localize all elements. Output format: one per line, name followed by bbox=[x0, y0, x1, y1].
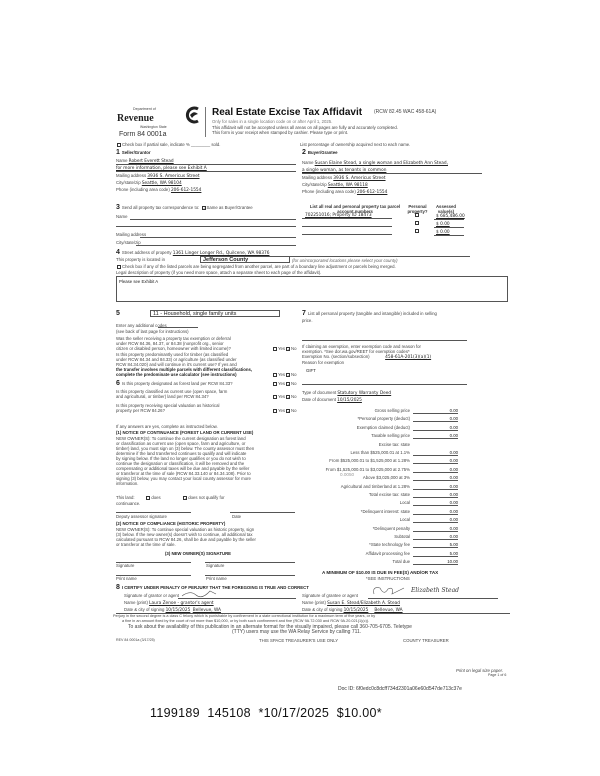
tax-row-label: Gross selling price bbox=[374, 408, 410, 413]
tax-row-value[interactable]: 0.00 bbox=[413, 475, 458, 481]
tax-row bbox=[300, 542, 460, 548]
header-divider bbox=[205, 107, 206, 137]
q-exemption-line1: Was the seller receiving a property tax exemption or deferral bbox=[116, 336, 231, 341]
cashier-stamp: 1199189 145108 *10/17/2025 $10.00* bbox=[150, 706, 382, 720]
tax-row-value[interactable]: 0.00 bbox=[413, 500, 458, 506]
tax-row-value[interactable]: 5.00 bbox=[413, 551, 458, 557]
tax-row bbox=[300, 517, 460, 523]
list-percentage-note: List percentage of ownership acquired next to each name. bbox=[300, 142, 411, 147]
section-5-number: 5 bbox=[116, 310, 120, 317]
tax-row-label: Above $3,025,000 at 3% bbox=[362, 475, 410, 481]
signature-label-2: Signature bbox=[206, 563, 225, 568]
q-current-use-line1: Is this property classified as current use (open space, farm bbox=[116, 389, 228, 394]
print-name-label-1: Print name bbox=[116, 576, 137, 581]
tax-row bbox=[300, 408, 460, 414]
tax-row-label: *State technology fee bbox=[369, 542, 410, 548]
q-exemption-line3: citizen or disabled person, homeowner with limited income)? bbox=[116, 346, 231, 351]
revenue-logo-text: Revenue bbox=[117, 113, 154, 124]
tax-row-value[interactable]: 0.00 bbox=[413, 484, 458, 490]
seller-heading: 1 Seller/Grantor bbox=[116, 149, 151, 156]
notice-2-text: NEW OWNER(S): To continue special valuation as historic property, sign bbox=[116, 527, 255, 532]
tax-row bbox=[300, 442, 460, 448]
seller-name-field[interactable]: Name Robert Everett Stead bbox=[116, 158, 174, 164]
tax-row-label: Local bbox=[399, 500, 410, 506]
additional-codes-label: Enter any additional codes bbox=[116, 323, 167, 328]
tax-row-value[interactable]: 0.00 bbox=[413, 433, 458, 439]
tax-row-label: Local bbox=[399, 517, 410, 523]
perjury-note-1: Perjury in the second degree is a class C felony which is punishable by confinement in a state correctional institution for a maximum term of five years, or by bbox=[113, 614, 376, 618]
buyer-phone-field[interactable]: Phone (including area code) 206-612-1554 bbox=[302, 189, 388, 195]
unincorporated-note: (for unincorporated locations please select your county) bbox=[292, 258, 398, 263]
segregate-row: Check box if any of the listed parcels are being segregated from another parcel, are part of a boundary line adjustment or parcels being merged. bbox=[116, 264, 396, 269]
personal-property-label-2: price. bbox=[302, 318, 313, 323]
rcw-ref: (RCW 82.45 WAC 458-61A) bbox=[374, 109, 437, 115]
notice-1-text: continue the designation or classification, it will be removed and the bbox=[116, 461, 245, 466]
deputy-signature-line[interactable] bbox=[116, 512, 191, 513]
notice-2-text: or transferor at the time of sale. bbox=[116, 542, 176, 547]
tax-row bbox=[300, 433, 460, 439]
tax-row-value[interactable]: 0.00 bbox=[413, 425, 458, 431]
buyer-city-field[interactable]: City/state/zip Seattle, WA 98118 bbox=[302, 182, 368, 188]
seller-address-field[interactable]: Mailing address 3936 S. Americus Street bbox=[116, 173, 200, 179]
state-label: Washington State bbox=[140, 125, 167, 129]
q-exemption-yesno: Yes ✓No bbox=[272, 346, 297, 351]
assessed-value[interactable]: $ 0.00 bbox=[436, 230, 450, 235]
tax-row-value[interactable]: 0.00 bbox=[413, 408, 458, 414]
tax-row-label: *Delinquent interest: state bbox=[360, 508, 410, 514]
tax-row-label: Total excise tax: state bbox=[368, 492, 410, 497]
see-instructions: *SEE INSTRUCTIONS bbox=[366, 576, 410, 581]
tax-row-label: Less than $525,000.01 at 1.1% bbox=[350, 450, 410, 455]
no-checkbox[interactable]: ✓ bbox=[287, 346, 291, 352]
tax-row-label: Excise tax: state bbox=[378, 441, 410, 447]
minimum-due-note: A MINIMUM OF $10.00 IS DUE IN FEE(S) AND/OR TAX bbox=[322, 570, 439, 575]
legal-paper-note: Print on legal size paper. bbox=[456, 668, 504, 673]
tax-row-value[interactable]: 10.00 bbox=[413, 559, 458, 565]
buyer-heading: 2 Buyer/Grantee bbox=[302, 149, 338, 156]
tax-row bbox=[300, 526, 460, 532]
correspondence-city-label: City/state/zip bbox=[116, 240, 141, 245]
tax-row-label: Subtotal bbox=[394, 534, 410, 539]
partial-sale-row: Check box if partial sale, indicate % ________ sold. bbox=[116, 142, 220, 147]
notice-1-text: timber) land, you must sign on (3) below. The county assessor must then bbox=[116, 446, 255, 451]
q-forest-yesno: Yes ✓No bbox=[272, 381, 297, 386]
q-forest: 6 Is this property designated as forest land per RCW 84.33? bbox=[116, 380, 233, 387]
parcel-number[interactable]: 702251016; Property ID 18473 bbox=[305, 213, 372, 218]
does-not-checkbox[interactable]: ✓ bbox=[184, 495, 188, 501]
exemption-note-1: If claiming an exemption, enter exemption code and reason for bbox=[302, 344, 421, 349]
accessibility-note-2: (TTY) users may use the WA Relay Service by calling 711. bbox=[232, 629, 362, 635]
tax-row bbox=[300, 492, 460, 498]
if-yes-note: If any answers are yes, complete as instructed below. bbox=[116, 424, 218, 429]
certify-heading: 8 I CERTIFY UNDER PENALTY OF PERJURY THAT THE FOREGOING IS TRUE AND CORRECT bbox=[116, 584, 309, 591]
notice-1-text: signing (3) below, you may contact your local county assessor for more bbox=[116, 476, 251, 481]
no-checkbox[interactable]: ✓ bbox=[287, 381, 291, 387]
reason-value[interactable]: GIFT bbox=[306, 368, 316, 373]
correspondence-name-label: Name bbox=[116, 214, 128, 219]
q-timber-line3: RCW 84.34.020) and will continue in it's current use? If yes and bbox=[116, 362, 237, 367]
buyer-address-field[interactable]: Mailing address 3936 S. Americus Street bbox=[302, 175, 386, 181]
dept-label: Department of bbox=[133, 107, 156, 111]
q-historic-line1: Is this property receiving special valuation as historical bbox=[116, 403, 220, 408]
no-checkbox[interactable]: ✓ bbox=[287, 372, 291, 378]
tax-row-value[interactable]: 0.00 bbox=[413, 526, 458, 532]
tax-row-value[interactable]: 0.00 bbox=[413, 458, 458, 464]
tax-row bbox=[300, 475, 460, 481]
q-timber-line2: under RCW 84.34 and 84.33) or agriculture (as classified under bbox=[116, 357, 237, 362]
legal-description-label: Legal description of property (if you need more space, attach a separate sheet to each page of the affidavit). bbox=[116, 270, 322, 275]
tax-row-label: Affidavit processing fee bbox=[365, 550, 410, 556]
notice-1-title: (1) NOTICE OF CONTINUANCE (FOREST LAND OR CURRENT USE) bbox=[116, 430, 254, 435]
tax-row-label: Total due bbox=[392, 559, 410, 565]
yes-checkbox[interactable] bbox=[273, 409, 277, 413]
grantor-signature-label: Signature of grantor or agent bbox=[124, 593, 179, 598]
notice-3-title: (3) NEW OWNER(S) SIGNATURE bbox=[165, 551, 232, 556]
revision-label: REV 84 0001a (3/17/25) bbox=[116, 638, 155, 642]
same-as-buyer-checkbox[interactable]: ✓ bbox=[202, 205, 206, 211]
tax-row-value[interactable]: 5.00 bbox=[413, 542, 458, 548]
revenue-logo-icon bbox=[184, 106, 200, 124]
grantor-signature[interactable] bbox=[180, 588, 220, 598]
exemption-number-field[interactable]: Exemption No. (section/subsection) 458-61A-201(3)(a)(1) bbox=[302, 354, 432, 360]
this-land-row: This land: does ✓does not qualify for bbox=[116, 495, 225, 501]
q-current-use-line2: and agricultural, or timber) land per RCW 84.34? bbox=[116, 394, 209, 399]
sold-label: sold. bbox=[211, 142, 221, 147]
street-address-field[interactable]: 4 Street address of property 1361 Linger Longer Rd., Quilcene, WA 98376 bbox=[116, 249, 270, 256]
notice-2-text: (3) below. If the new owner(s) doesn't wish to continue, all additional tax bbox=[116, 532, 253, 537]
tax-correspondence-row: 3 Send all property tax correspondence to: ✓Same as Buyer/Grantee bbox=[116, 204, 253, 211]
tax-row bbox=[300, 450, 460, 456]
assessed-value-header: Assessed value(s) bbox=[435, 204, 457, 214]
header-note-1: Only for sales in a single location code on or after April 1, 2025. bbox=[212, 119, 333, 124]
header-note-3: This form is your receipt when stamped by cashier. Please type or print. bbox=[212, 130, 349, 135]
notice-1-text: by signing below. If the land no longer qualifies or you do not wish to bbox=[116, 456, 246, 461]
exemption-note-2: exemption. *See dor.wa.gov/REET for exemption codes* bbox=[302, 349, 410, 354]
accessibility-note-1: To ask about the availability of this publication in an alternate format for the visually impaired, please call 360-705-6705. Teletype bbox=[128, 624, 412, 630]
seller-city-field[interactable]: City/state/zip Seattle, WA 98104 bbox=[116, 180, 182, 186]
personal-property-label: 7 List all personal property (tangible and intangible) included in selling bbox=[302, 310, 437, 317]
tax-row-value[interactable]: 0.00 bbox=[413, 534, 458, 540]
q-exemption-line2: under RCW 84.36, 84.37, or 84.38 (nonprofit org., senior bbox=[116, 341, 224, 346]
yes-checkbox[interactable] bbox=[273, 373, 277, 377]
notice-2-title: (2) NOTICE OF COMPLIANCE (HISTORIC PROPERTY) bbox=[116, 521, 226, 526]
local-rate: 0.0050 bbox=[340, 472, 355, 477]
correspondence-city-input[interactable] bbox=[136, 245, 296, 246]
notice-2-text: calculated pursuant to RCW 84.26, shall be due and payable by the seller bbox=[116, 537, 256, 542]
page-title: Real Estate Excise Tax Affidavit bbox=[212, 107, 363, 118]
continuance-label: continuance. bbox=[116, 501, 141, 506]
land-use-code-select[interactable]: 11 - Household, single family units bbox=[150, 310, 280, 317]
notice-1-text: information. bbox=[116, 481, 139, 486]
partial-sale-label: Check box if partial sale, indicate % bbox=[122, 142, 190, 147]
correspondence-name-input[interactable] bbox=[130, 219, 296, 220]
grantee-signature-1[interactable] bbox=[370, 584, 410, 598]
seller-phone-field[interactable]: Phone (including area code) 206-612-1554 bbox=[116, 187, 202, 193]
document-date-field[interactable]: Date of document 10/15/2025 bbox=[302, 397, 362, 403]
tax-row bbox=[300, 534, 460, 540]
tax-row bbox=[300, 425, 460, 431]
q-timber-line1: Is this property predominantly used for timber (as classified bbox=[116, 352, 229, 357]
treasurer-use-label: THIS SPACE TREASURER'S USE ONLY bbox=[259, 638, 339, 643]
grantee-signature-label: Signature of grantee or agent bbox=[302, 593, 358, 598]
print-name-label-2: Print name bbox=[206, 576, 227, 581]
tax-row-label: *Delinquent penalty bbox=[372, 525, 410, 531]
q-timber-line4: the transfer involves multiple parcels with different classifications, bbox=[116, 367, 253, 372]
perjury-note-2: a fine in an amount fixed by the court of not more than $10,000, or by both such confinement and fine (RCW 9A.72.030 and RCW 9A.20.021(1)(c)). bbox=[122, 618, 370, 623]
q-historic-yesno: Yes ✓No bbox=[272, 408, 297, 413]
no-checkbox[interactable]: ✓ bbox=[287, 394, 291, 400]
tax-row bbox=[300, 458, 460, 464]
header-note-2: This affidavit will not be accepted unless all areas on all pages are fully and accurately completed. bbox=[212, 124, 398, 130]
grantor-date-field[interactable]: Date & city of signing 10/15/2025 Bellevue, WA bbox=[124, 607, 221, 613]
correspondence-address-input[interactable] bbox=[140, 237, 296, 238]
q-timber-line5: complete the predominate use calculator (see instructions) bbox=[116, 372, 237, 377]
deputy-signature-label: Deputy assessor signature bbox=[116, 514, 167, 519]
tax-row-label: *Personal property (deduct) bbox=[357, 416, 410, 422]
buyer-name-field[interactable]: Name Susan Elaine Stead, a single woman and Elizabeth Ann Stead, bbox=[302, 160, 448, 166]
deputy-date-label: Date bbox=[232, 514, 242, 519]
yes-checkbox[interactable] bbox=[273, 382, 277, 386]
buyer-name-continued[interactable]: a single woman, as tenants in common bbox=[302, 168, 387, 173]
personal-property-checkbox[interactable] bbox=[415, 221, 419, 225]
tax-row bbox=[300, 509, 460, 515]
assessed-value[interactable]: $ 685,486.00 bbox=[436, 214, 465, 219]
tax-row-label: From $525,000.01 to $1,525,000 at 1.28% bbox=[329, 458, 410, 464]
page-number: Page 1 of 6 bbox=[488, 673, 507, 677]
tax-row bbox=[300, 551, 460, 557]
county-treasurer-label: COUNTY TREASURER bbox=[403, 638, 449, 643]
signature-label-1: Signature bbox=[116, 563, 135, 568]
form-number: Form 84 0001a bbox=[119, 131, 167, 138]
additional-codes-input[interactable] bbox=[158, 327, 198, 328]
deputy-date-line[interactable] bbox=[230, 512, 295, 513]
tax-row-value[interactable]: 0.00 bbox=[413, 467, 458, 473]
grantee-name-field[interactable]: Name (print) Susan E. Stead/Elizabeth A. Stead bbox=[302, 600, 400, 606]
notice-1-text: NEW OWNER(S): To continue the current designation as forest land bbox=[116, 436, 246, 441]
county-select[interactable]: Jefferson County bbox=[200, 256, 290, 263]
q-historic-line2: property per RCW 84.26? bbox=[116, 408, 165, 413]
tax-row-label: From $1,525,000.01 to $3,025,000 at 2.75% bbox=[325, 466, 410, 472]
q-current-use-yesno: Yes ✓No bbox=[272, 394, 297, 399]
partial-sale-checkbox[interactable] bbox=[117, 143, 121, 147]
grantee-date-field[interactable]: Date & city of signing 10/15/2025 Bellevue, WA bbox=[302, 607, 403, 613]
tax-row-label: Exemption claimed (deduct) bbox=[356, 424, 410, 430]
yes-checkbox[interactable] bbox=[273, 347, 277, 351]
tax-row-value[interactable]: 0.00 bbox=[413, 492, 458, 498]
located-in-label: This property is located in bbox=[116, 257, 165, 262]
personal-property-checkbox[interactable] bbox=[415, 213, 419, 217]
tax-row bbox=[300, 500, 460, 506]
tax-row-value[interactable]: 0.00 bbox=[413, 509, 458, 515]
grantee-signature-2[interactable]: Elizabeth Stead bbox=[411, 587, 460, 594]
tax-row-label: Agricultural and timberland at 1.28% bbox=[340, 483, 410, 489]
notice-1-text: or classification as current use (open space, farm and agriculture, or bbox=[116, 441, 246, 446]
doc-id: Doc ID: 6f0edc0c8dcff734d2301a06e60d547de713c37e bbox=[338, 686, 462, 692]
no-checkbox[interactable]: ✓ bbox=[287, 408, 291, 414]
tax-row bbox=[300, 484, 460, 490]
tax-row-label: Taxable selling price bbox=[371, 433, 410, 439]
tax-row bbox=[300, 467, 460, 473]
correspondence-address-label: Mailing address bbox=[116, 232, 147, 237]
notice-1-text: or transferor at the time of sale (RCW 84.33.140 or 84.34.108). Prior to bbox=[116, 471, 251, 476]
seller-name-continued[interactable]: for more information, please see Exhibit A bbox=[116, 166, 207, 171]
tax-row-value[interactable]: 0.00 bbox=[413, 416, 458, 422]
notice-1-text: determine if the land transferred continues to qualify and will indicate bbox=[116, 451, 247, 456]
tax-row-value[interactable]: 0.00 bbox=[413, 450, 458, 456]
personal-property-header: Personal property? bbox=[407, 204, 428, 214]
assessed-value[interactable]: $ 0.00 bbox=[436, 222, 450, 227]
tax-row bbox=[300, 559, 460, 565]
personal-property-checkbox[interactable] bbox=[415, 229, 419, 233]
parcel-header: List all real and personal property tax parcel account numbers bbox=[309, 204, 401, 214]
grantor-name-field[interactable]: Name (print) Laura Zenoe - grantor's agent bbox=[124, 600, 214, 606]
see-back-note: (see back of last page for instructions) bbox=[116, 329, 189, 334]
personal-property-input[interactable] bbox=[302, 340, 467, 341]
segregate-checkbox[interactable] bbox=[117, 265, 121, 269]
legal-description-box[interactable]: Please see Exhibit A bbox=[116, 276, 508, 302]
notice-1-text: compensating or additional taxes will be due and payable by the seller bbox=[116, 466, 250, 471]
document-type-field[interactable]: Type of document Statutory Warranty Deed bbox=[302, 390, 392, 396]
tax-row bbox=[300, 416, 460, 422]
q-timber-yesno: Yes ✓No bbox=[272, 372, 297, 377]
tax-row-value[interactable]: 0.00 bbox=[413, 517, 458, 523]
does-checkbox[interactable] bbox=[146, 496, 150, 500]
yes-checkbox[interactable] bbox=[273, 395, 277, 399]
reason-label: Reason for exemption bbox=[302, 360, 345, 365]
